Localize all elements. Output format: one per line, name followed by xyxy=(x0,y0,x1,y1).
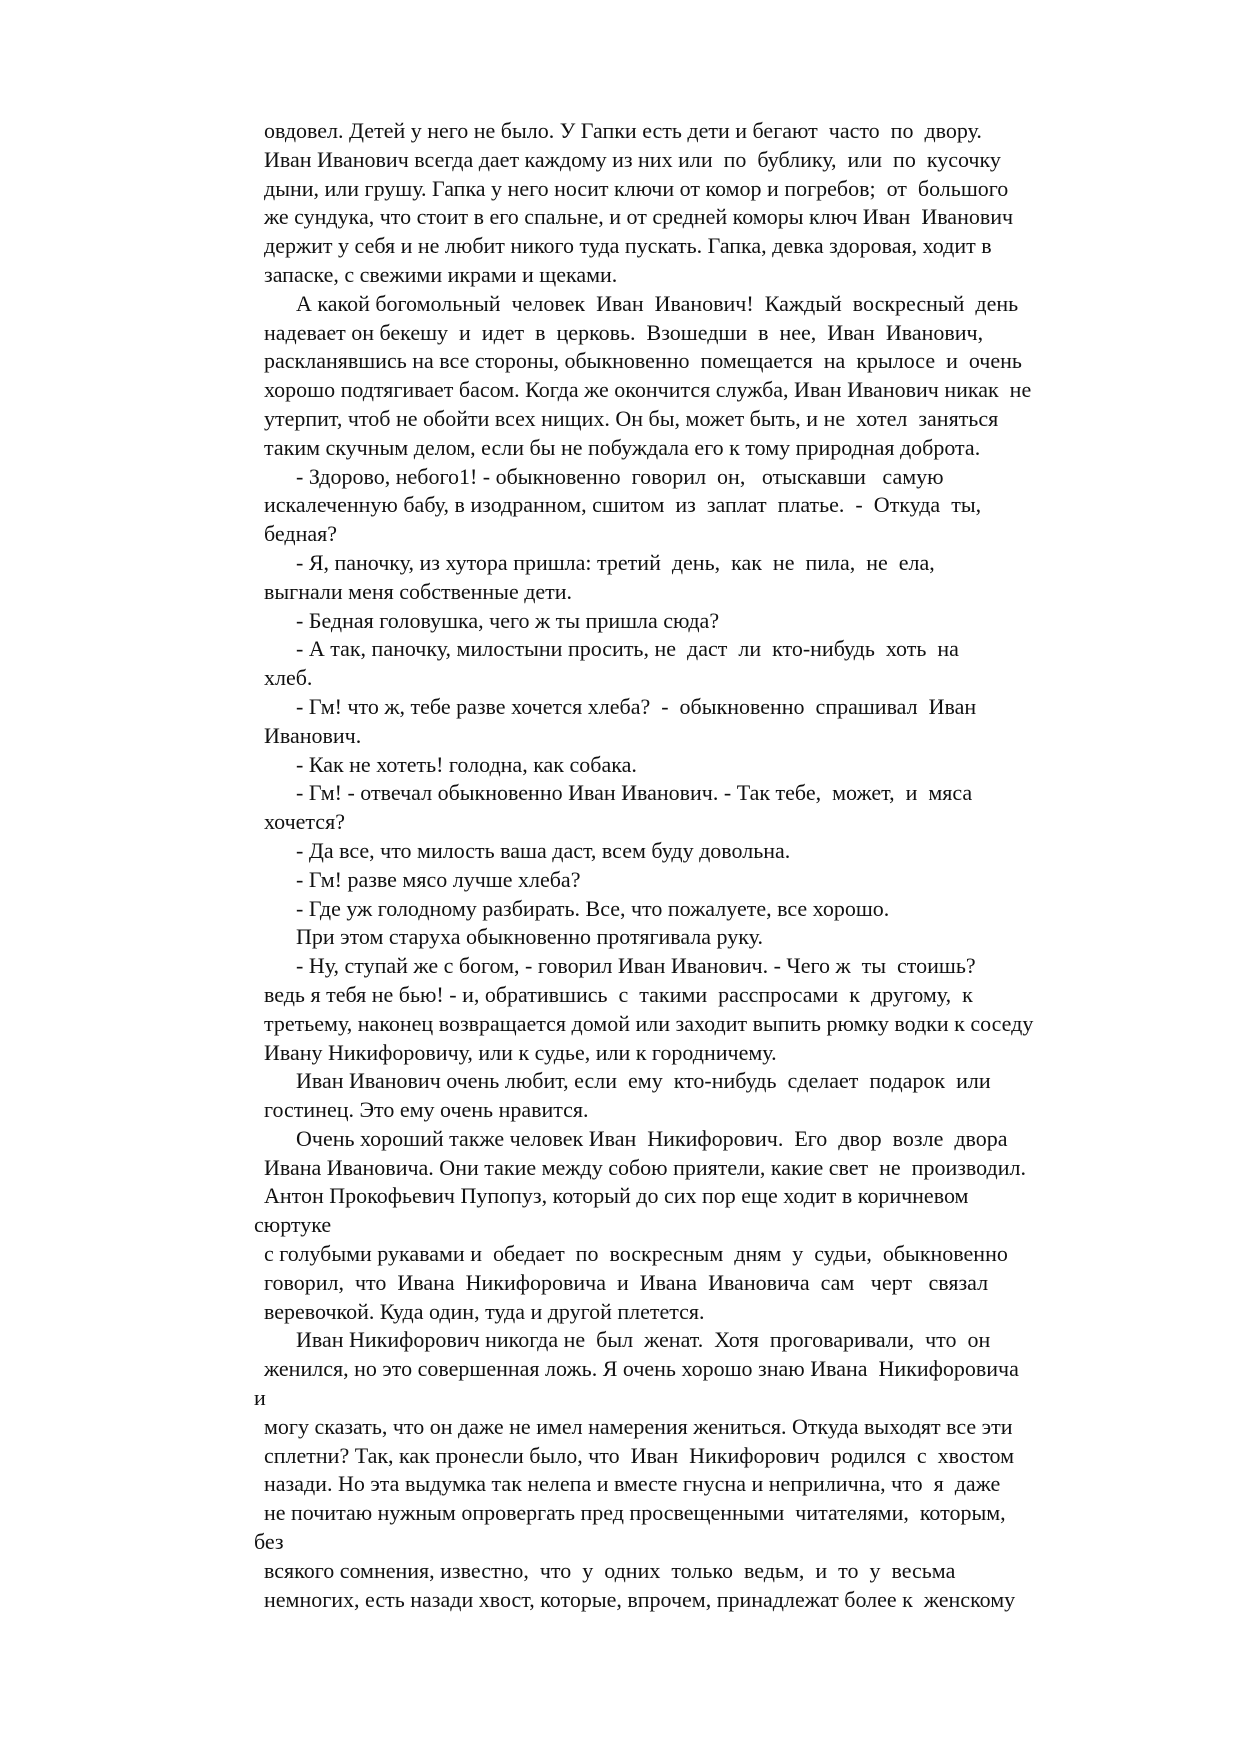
text-line: Иван Иванович всегда дает каждому из них или по бублику, или по кусочку xyxy=(264,146,1001,172)
paragraph-first-line: - Где уж голодному разбирать. Все, что пожалуете, все хорошо. xyxy=(296,895,890,921)
text-line: без xyxy=(254,1529,284,1555)
paragraph-first-line: - Я, паночку, из хутора пришла: третий день, как не пила, не ела, xyxy=(296,549,935,575)
paragraph-first-line: - Гм! что ж, тебе разве хочется хлеба? - обыкновенно спрашивал Иван xyxy=(296,693,977,719)
text-line: держит у себя и не любит никого туда пускать. Гапка, девка здоровая, ходит в xyxy=(264,233,992,259)
text-line: бедная? xyxy=(264,521,337,547)
paragraph-first-line: - Ну, ступай же с богом, - говорил Иван Иванович. - Чего ж ты стоишь? xyxy=(296,953,976,979)
text-line: надевает он бекешу и идет в церковь. Взошедши в нее, Иван Иванович, xyxy=(264,319,984,345)
text-line: сюртуке xyxy=(254,1212,332,1238)
text-line: женился, но это совершенная ложь. Я очень хорошо знаю Ивана Никифоровича xyxy=(264,1356,1019,1382)
text-line: дыни, или грушу. Гапка у него носит ключи от комор и погребов; от большого xyxy=(264,175,1009,201)
text-line: всякого сомнения, известно, что у одних только ведьм, и то у весьма xyxy=(264,1557,956,1583)
text-line: раскланявшись на все стороны, обыкновенно помещается на крылосе и очень xyxy=(264,348,1022,374)
text-line: Иванович. xyxy=(264,722,362,748)
paragraph-first-line: - Гм! - отвечал обыкновенно Иван Иванович. - Так тебе, может, и мяса xyxy=(296,780,973,806)
text-line: говорил, что Ивана Никифоровича и Ивана Ивановича сам черт связал xyxy=(264,1269,989,1295)
text-line: сплетни? Так, как пронесли было, что Иван Никифорович родился с хвостом xyxy=(264,1442,1015,1468)
text-line: хорошо подтягивает басом. Когда же окончится служба, Иван Иванович никак не xyxy=(264,377,1032,403)
text-line: Ивана Ивановича. Они такие между собою приятели, какие свет не производил. xyxy=(264,1154,1026,1180)
text-line: не почитаю нужным опровергать пред просвещенными читателями, которым, xyxy=(264,1500,1006,1526)
text-line: искалеченную бабу, в изодранном, сшитом из заплат платье. - Откуда ты, xyxy=(264,492,982,518)
text-line: с голубыми рукавами и обедает по воскресным дням у судьи, обыкновенно xyxy=(264,1241,1008,1267)
text-line: запаске, с свежими икрами и щеками. xyxy=(264,261,618,287)
text-line: назади. Но эта выдумка так нелепа и вместе гнусна и неприлична, что я даже xyxy=(264,1471,1001,1497)
text-line: гостинец. Это ему очень нравится. xyxy=(264,1097,589,1123)
text-line: утерпит, чтоб не обойти всех нищих. Он бы, может быть, и не хотел заняться xyxy=(264,405,999,431)
paragraph-first-line: - Как не хотеть! голодна, как собака. xyxy=(296,751,637,777)
body-text xyxy=(0,117,1241,1614)
paragraph-first-line: - Гм! разве мясо лучше хлеба? xyxy=(296,866,581,892)
text-line: третьему, наконец возвращается домой или заходит выпить рюмку водки к соседу xyxy=(264,1010,1034,1036)
text-line: Антон Прокофьевич Пупопуз, который до сих пор еще ходит в коричневом xyxy=(264,1183,969,1209)
paragraph-first-line: - Здорово, небого1! - обыкновенно говорил он, отыскавши самую xyxy=(296,463,944,489)
paragraph-first-line: - Бедная головушка, чего ж ты пришла сюда? xyxy=(296,607,720,633)
text-line: же сундука, что стоит в его спальне, и от средней коморы ключ Иван Иванович xyxy=(264,204,1014,230)
text-line: хочется? xyxy=(264,809,345,835)
paragraph-first-line: При этом старуха обыкновенно протягивала руку. xyxy=(296,924,763,950)
paragraph-first-line: - А так, паночку, милостыни просить, не даст ли кто-нибудь хоть на xyxy=(296,636,959,662)
text-line: таким скучным делом, если бы не побуждала его к тому природная доброта. xyxy=(264,434,981,460)
text-line: выгнали меня собственные дети. xyxy=(264,578,573,604)
text-line: Ивану Никифоровичу, или к судье, или к городничему. xyxy=(264,1039,777,1065)
paragraph-first-line: Иван Никифорович никогда не был женат. Хотя проговаривали, что он xyxy=(296,1327,991,1353)
text-line: могу сказать, что он даже не имел намерения жениться. Откуда выходят все эти xyxy=(264,1413,1013,1439)
text-line: хлеб. xyxy=(264,665,313,691)
paragraph-first-line: А какой богомольный человек Иван Иванович! Каждый воскресный день xyxy=(296,290,1019,316)
text-line: немногих, есть назади хвост, которые, впрочем, принадлежат более к женскому xyxy=(264,1586,1016,1612)
text-line: и xyxy=(254,1385,266,1411)
text-line: ведь я тебя не бью! - и, обратившись с такими расспросами к другому, к xyxy=(264,981,973,1007)
paragraph-first-line: Очень хороший также человек Иван Никифорович. Его двор возле двора xyxy=(296,1125,1008,1151)
paragraph-first-line: - Да все, что милость ваша даст, всем буду довольна. xyxy=(296,837,791,863)
paragraph-first-line: Иван Иванович очень любит, если ему кто-нибудь сделает подарок или xyxy=(296,1068,991,1094)
text-line: веревочкой. Куда один, туда и другой плетется. xyxy=(264,1298,705,1324)
text-line: овдовел. Детей у него не было. У Гапки есть дети и бегают часто по двору. xyxy=(264,118,982,143)
